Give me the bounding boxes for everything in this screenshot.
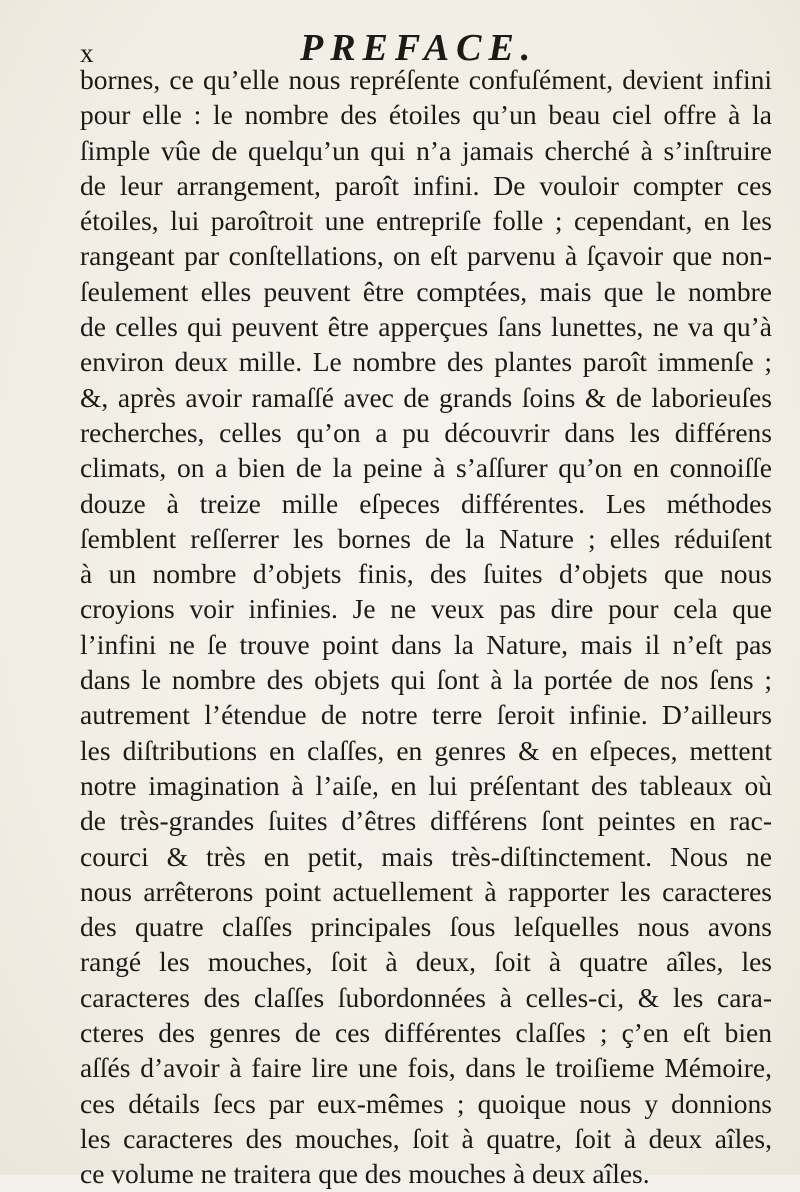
text-line: de très-grandes ſuites d’êtres différens ſont peintes en rac- <box>80 805 772 837</box>
text-line: autrement l’étendue de notre terre ſeroit infinie. D’ailleurs <box>80 699 772 731</box>
text-line: notre imagination à l’aiſe, en lui préſentant des tableaux où <box>80 769 772 801</box>
text-line: les diſtributions en claſſes, en genres & en eſpeces, mettent <box>80 734 772 766</box>
text-line: douze à treize mille eſpeces différentes. Les méthodes <box>80 487 772 519</box>
text-line: pour elle : le nombre des étoiles qu’un beau ciel offre à la <box>80 99 772 131</box>
text-line: à un nombre d’objets finis, des ſuites d’objets que nous <box>80 558 772 590</box>
text-line: cteres des genres de ces différentes claſſes ; ç’en eſt bien <box>80 1017 772 1049</box>
running-title: PREFACE. <box>300 27 538 69</box>
text-line: recherches, celles qu’on a pu découvrir dans les différens <box>80 416 772 448</box>
text-line: rangé les mouches, ſoit à deux, ſoit à quatre aîles, les <box>80 946 772 978</box>
text-line: aſſés d’avoir à faire lire une fois, dans le troiſieme Mémoire, <box>80 1052 772 1084</box>
text-line: des quatre claſſes principales ſous leſquelles nous avons <box>80 911 772 943</box>
body-text <box>80 62 772 1192</box>
text-line: rangeant par conſtellations, on eſt parvenu à ſçavoir que non- <box>80 240 772 272</box>
text-line: bornes, ce qu’elle nous repréſente confuſément, devient infini <box>80 64 772 95</box>
text-line: caracteres des claſſes ſubordonnées à celles-ci, & les cara- <box>80 981 772 1013</box>
text-line: &, après avoir ramaſſé avec de grands ſoins & de laborieuſes <box>80 381 772 413</box>
text-line: de celles qui peuvent être apperçues ſans lunettes, ne va qu’à <box>80 311 772 343</box>
text-line: nous arrêterons point actuellement à rapporter les caracteres <box>80 875 772 907</box>
text-line: ce volume ne traitera que des mouches à deux aîles. <box>80 1158 650 1190</box>
text-line: ſimple vûe de quelqu’un qui n’a jamais cherché à s’inſtruire <box>80 134 772 166</box>
text-line: de leur arrangement, paroît infini. De vouloir compter ces <box>80 169 772 201</box>
text-line: étoiles, lui paroîtroit une entrepriſe folle ; cependant, en les <box>80 205 772 237</box>
text-line: courci & très en petit, mais très-diſtinctement. Nous ne <box>80 840 772 872</box>
text-line: l’infini ne ſe trouve point dans la Nature, mais il n’eſt pas <box>80 628 772 660</box>
text-line: ſeulement elles peuvent être comptées, mais que le nombre <box>80 275 772 307</box>
text-line: ſemblent reſſerrer les bornes de la Nature ; elles réduiſent <box>80 522 772 554</box>
text-line: climats, on a bien de la peine à s’aſſurer qu’on en connoiſſe <box>80 452 772 484</box>
text-line: environ deux mille. Le nombre des plantes paroît immenſe ; <box>80 346 772 378</box>
text-line: dans le nombre des objets qui ſont à la portée de nos ſens ; <box>80 664 772 696</box>
text-line: croyions voir infinies. Je ne veux pas dire pour cela que <box>80 593 772 625</box>
text-line: les caracteres des mouches, ſoit à quatre, ſoit à deux aîles, <box>80 1122 772 1154</box>
text-line: ces détails ſecs par eux-mêmes ; quoique nous y donnions <box>80 1087 772 1119</box>
page-number: x <box>80 38 94 68</box>
